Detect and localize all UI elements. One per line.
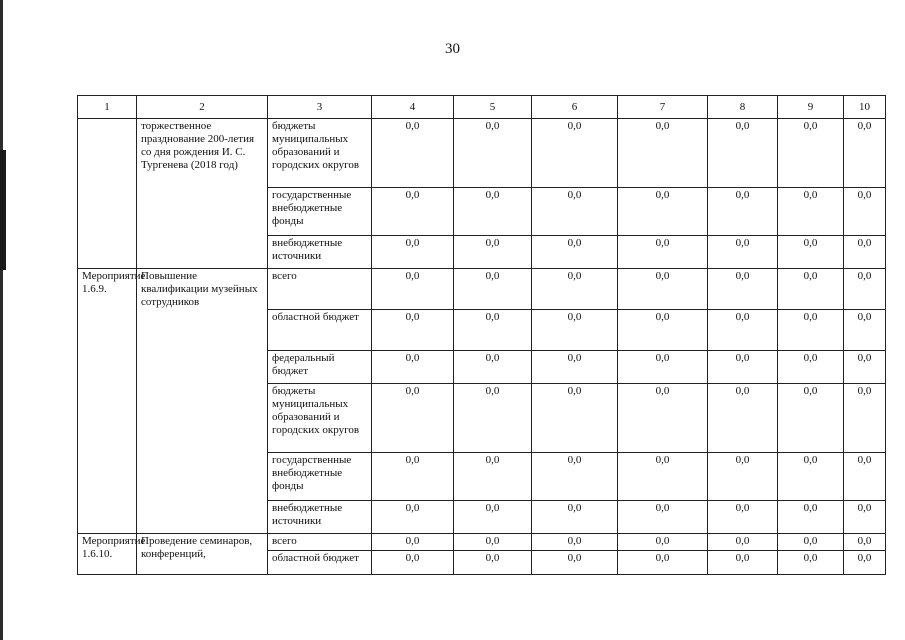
value-cell: 0,0 [778, 236, 844, 269]
header-cell: 6 [532, 96, 618, 119]
value-cell: 0,0 [844, 236, 886, 269]
table-row [78, 119, 886, 188]
value-cell: 0,0 [708, 269, 778, 310]
value-cell: 0,0 [618, 269, 708, 310]
value-cell: 0,0 [708, 236, 778, 269]
value-cell: 0,0 [372, 551, 454, 575]
measure-title-cell: торжественное празднование 200-летия со дня рождения И. С. Тургенева (2018 год) [137, 119, 268, 269]
value-cell: 0,0 [372, 351, 454, 384]
funding-source-cell: федеральный бюджет [268, 351, 372, 384]
value-cell: 0,0 [844, 269, 886, 310]
funding-source-cell: бюджеты муниципальных образований и городских округов [268, 384, 372, 453]
header-row [78, 96, 886, 119]
value-cell: 0,0 [618, 119, 708, 188]
measure-code-cell: Мероприятие 1.6.9. [78, 269, 137, 534]
value-cell: 0,0 [708, 188, 778, 236]
funding-source-cell: областной бюджет [268, 310, 372, 351]
value-cell: 0,0 [708, 119, 778, 188]
value-cell: 0,0 [708, 534, 778, 551]
value-cell: 0,0 [454, 269, 532, 310]
funding-source-cell: государственные внебюджетные фонды [268, 453, 372, 501]
funding-source-cell: внебюджетные источники [268, 501, 372, 534]
table-body [78, 119, 886, 575]
value-cell: 0,0 [844, 534, 886, 551]
value-cell: 0,0 [844, 119, 886, 188]
value-cell: 0,0 [618, 351, 708, 384]
value-cell: 0,0 [372, 384, 454, 453]
header-cell: 1 [78, 96, 137, 119]
table-row [78, 269, 886, 310]
value-cell: 0,0 [618, 188, 708, 236]
header-cell: 8 [708, 96, 778, 119]
funding-source-cell: бюджеты муниципальных образований и городских округов [268, 119, 372, 188]
value-cell: 0,0 [532, 453, 618, 501]
value-cell: 0,0 [778, 119, 844, 188]
scan-edge [0, 0, 3, 640]
value-cell: 0,0 [844, 551, 886, 575]
funding-source-cell: государственные внебюджетные фонды [268, 188, 372, 236]
value-cell: 0,0 [454, 534, 532, 551]
funding-source-cell: областной бюджет [268, 551, 372, 575]
scan-edge-mark [0, 150, 6, 270]
value-cell: 0,0 [778, 310, 844, 351]
value-cell: 0,0 [778, 551, 844, 575]
value-cell: 0,0 [844, 453, 886, 501]
value-cell: 0,0 [708, 310, 778, 351]
value-cell: 0,0 [454, 501, 532, 534]
value-cell: 0,0 [844, 351, 886, 384]
measure-title-cell: Повышение квалификации музейных сотрудников [137, 269, 268, 534]
page-number: 30 [445, 41, 460, 57]
value-cell: 0,0 [372, 236, 454, 269]
value-cell: 0,0 [844, 501, 886, 534]
header-cell: 9 [778, 96, 844, 119]
value-cell: 0,0 [454, 351, 532, 384]
funding-source-cell: всего [268, 269, 372, 310]
budget-table [77, 95, 886, 575]
value-cell: 0,0 [708, 551, 778, 575]
header-cell: 2 [137, 96, 268, 119]
value-cell: 0,0 [372, 453, 454, 501]
funding-source-cell: внебюджетные источники [268, 236, 372, 269]
value-cell: 0,0 [372, 501, 454, 534]
value-cell: 0,0 [708, 384, 778, 453]
value-cell: 0,0 [454, 188, 532, 236]
value-cell: 0,0 [618, 551, 708, 575]
value-cell: 0,0 [372, 119, 454, 188]
header-cell: 3 [268, 96, 372, 119]
value-cell: 0,0 [454, 551, 532, 575]
value-cell: 0,0 [532, 310, 618, 351]
value-cell: 0,0 [708, 501, 778, 534]
value-cell: 0,0 [454, 453, 532, 501]
table-row [78, 534, 886, 551]
value-cell: 0,0 [454, 236, 532, 269]
value-cell: 0,0 [532, 534, 618, 551]
value-cell: 0,0 [778, 384, 844, 453]
value-cell: 0,0 [532, 269, 618, 310]
value-cell: 0,0 [532, 119, 618, 188]
value-cell: 0,0 [372, 534, 454, 551]
value-cell: 0,0 [618, 534, 708, 551]
value-cell: 0,0 [532, 351, 618, 384]
value-cell: 0,0 [844, 310, 886, 351]
measure-code-cell [78, 119, 137, 269]
value-cell: 0,0 [778, 501, 844, 534]
value-cell: 0,0 [532, 236, 618, 269]
value-cell: 0,0 [844, 188, 886, 236]
value-cell: 0,0 [372, 188, 454, 236]
value-cell: 0,0 [778, 188, 844, 236]
value-cell: 0,0 [454, 310, 532, 351]
value-cell: 0,0 [708, 351, 778, 384]
value-cell: 0,0 [618, 236, 708, 269]
value-cell: 0,0 [778, 351, 844, 384]
value-cell: 0,0 [372, 310, 454, 351]
header-cell: 4 [372, 96, 454, 119]
value-cell: 0,0 [532, 551, 618, 575]
value-cell: 0,0 [618, 384, 708, 453]
header-cell: 5 [454, 96, 532, 119]
value-cell: 0,0 [372, 269, 454, 310]
header-cell: 7 [618, 96, 708, 119]
measure-code-cell: Мероприятие 1.6.10. [78, 534, 137, 575]
value-cell: 0,0 [618, 310, 708, 351]
value-cell: 0,0 [708, 453, 778, 501]
value-cell: 0,0 [532, 188, 618, 236]
value-cell: 0,0 [532, 384, 618, 453]
value-cell: 0,0 [454, 384, 532, 453]
value-cell: 0,0 [778, 453, 844, 501]
value-cell: 0,0 [618, 453, 708, 501]
measure-title-cell: Проведение семинаров, конференций, [137, 534, 268, 575]
value-cell: 0,0 [618, 501, 708, 534]
value-cell: 0,0 [454, 119, 532, 188]
value-cell: 0,0 [778, 534, 844, 551]
value-cell: 0,0 [778, 269, 844, 310]
value-cell: 0,0 [844, 384, 886, 453]
value-cell: 0,0 [532, 501, 618, 534]
header-cell: 10 [844, 96, 886, 119]
funding-source-cell: всего [268, 534, 372, 551]
